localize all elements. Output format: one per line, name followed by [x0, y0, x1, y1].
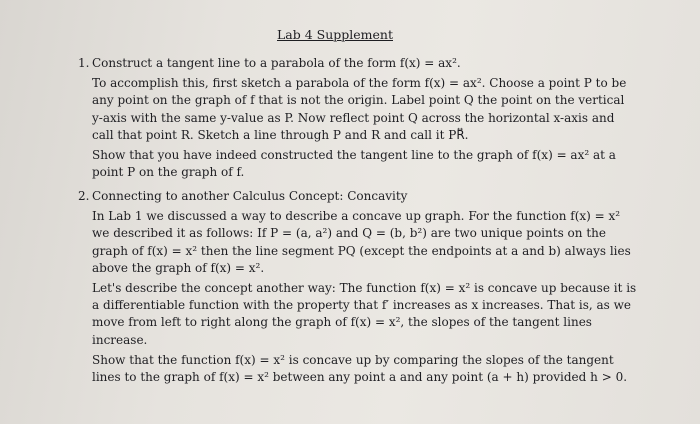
problem-2-number: 2.	[78, 189, 90, 203]
problem-1-paragraph-2: Show that you have indeed constructed the tangent line to the graph of f(x) = ax² at a point P on the graph of f.	[92, 148, 616, 180]
problem-1-number: 1.	[78, 56, 90, 70]
problem-2-heading: Connecting to another Calculus Concept: Concavity	[92, 189, 408, 203]
problem-2	[78, 188, 638, 386]
problem-1-paragraph-1: To accomplish this, first sketch a parabola of the form f(x) = ax². Choose a point P to be any point on the graph of f that is not the origin. Label point Q the point on the vertical y-axis with the same y-value as P. Now reflect point Q across the horizontal x-axis and call that point R. Sketch a line through P and R and call it PR⃡.	[92, 76, 627, 142]
problem-1	[78, 55, 638, 181]
problem-2-paragraph-2: Let's describe the concept another way: The function f(x) = x² is concave up because it is a differentiable function with the property that f′ increases as x increases. That is, as we move from left to right along the graph of f(x) = x², the slopes of the tangent lines increase.	[92, 281, 637, 347]
problem-2-paragraph-1: In Lab 1 we discussed a way to describe a concave up graph. For the function f(x) = x² we described it as follows: If P = (a, a²) and Q = (b, b²) are two unique points on the graph of f(x) = x² then the line segment PQ (except the endpoints at a and b) always lies above the graph of f(x) = x².	[92, 209, 631, 275]
document-title: Lab 4 Supplement	[277, 27, 393, 42]
problem-1-heading: Construct a tangent line to a parabola of the form f(x) = ax².	[92, 56, 461, 70]
problem-2-paragraph-3: Show that the function f(x) = x² is concave up by comparing the slopes of the tangent lines to the graph of f(x) = x² between any point a and any point (a + h) provided h > 0.	[92, 352, 628, 385]
